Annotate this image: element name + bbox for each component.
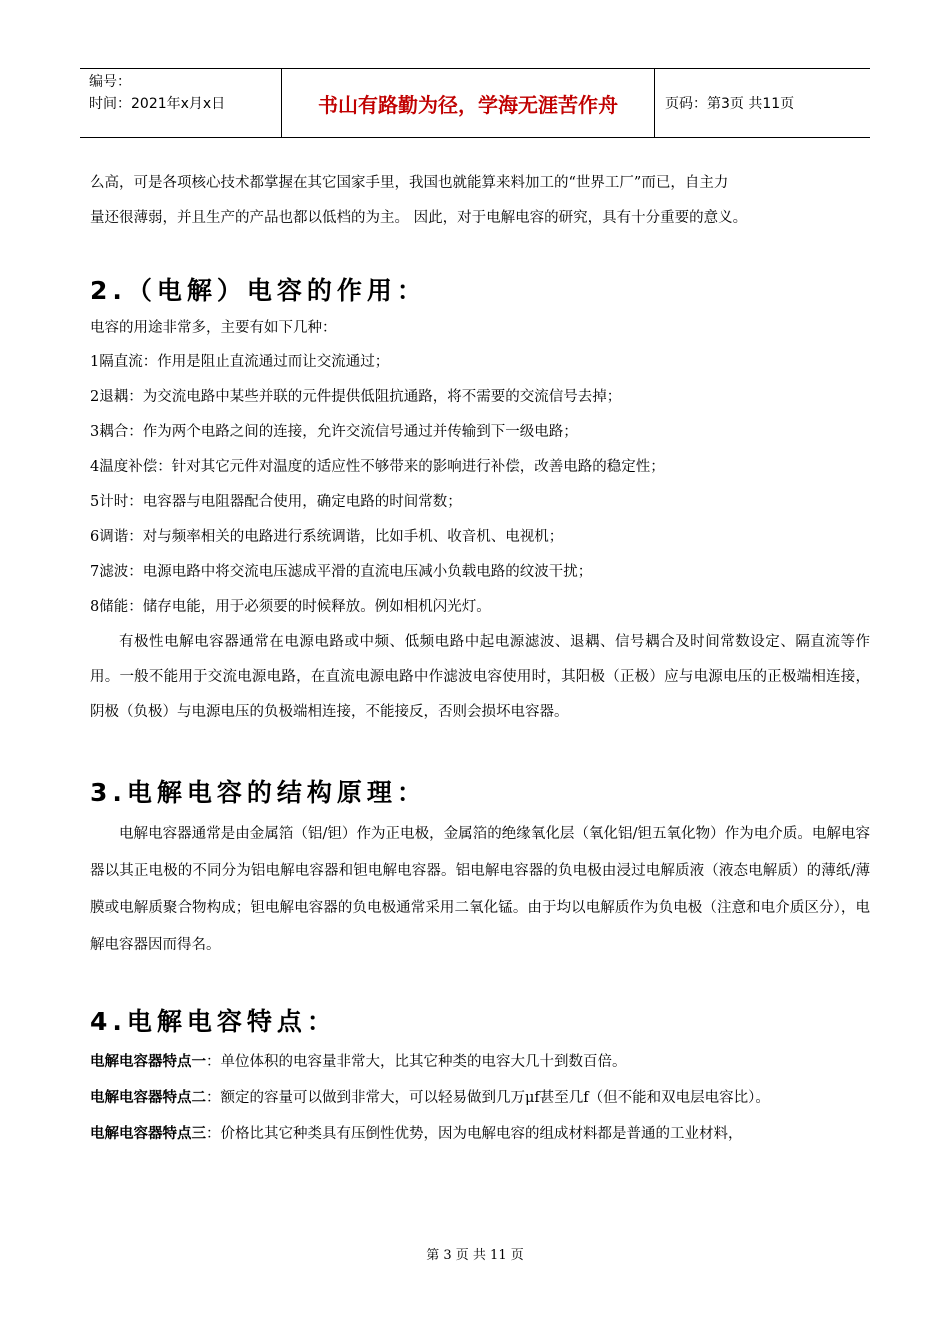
list-item: 2退耦：为交流电路中某些并联的元件提供低阻抗通路，将不需要的交流信号去掉；: [90, 389, 622, 405]
section-2-intro: 电容的用途非常多，主要有如下几种：: [90, 320, 337, 336]
section-2-heading: 2.（电解）电容的作用：: [90, 276, 427, 305]
list-item: 4温度补偿：针对其它元件对温度的适应性不够带来的影响进行补偿，改善电路的稳定性；: [90, 459, 665, 475]
intro-line: 量还很薄弱，并且生产的产品也都以低档的为主。 因此，对于电解电容的研究，具有十分重要的意义。: [90, 210, 748, 226]
document-date: 时间：2021年x月x日: [89, 96, 226, 112]
feature-lead: 电解电容器特点三: [90, 1125, 206, 1142]
list-item: 5计时：电容器与电阻器配合使用，确定电路的时间常数；: [90, 494, 462, 510]
section-4-heading: 4.电解电容特点：: [90, 1007, 337, 1036]
list-item: 8储能：储存电能，用于必须要的时候释放。例如相机闪光灯。: [90, 599, 491, 615]
list-item: 7滤波：电源电路中将交流电压滤成平滑的直流电压减小负载电路的纹波干扰；: [90, 564, 593, 580]
header-motto: 书山有路勤为径，学海无涯苦作舟: [282, 69, 655, 137]
feature-item: [90, 1080, 870, 1116]
intro-line: 么高，可是各项核心技术都掌握在其它国家手里，我国也就能算来料加工的“世界工厂”而已，自主力: [90, 175, 729, 191]
list-item: 3耦合：作为两个电路之间的连接，允许交流信号通过并传输到下一级电路；: [90, 424, 578, 440]
feature-text: ：额定的容量可以做到非常大，可以轻易做到几万μf甚至几f（但不能和双电层电容比）。: [206, 1090, 770, 1106]
list-item: 6调谐：对与频率相关的电路进行系统调谐，比如手机、收音机、电视机；: [90, 529, 564, 545]
document-body: [90, 166, 870, 1152]
feature-item: [90, 1044, 870, 1080]
document-number-label: 编号：: [89, 74, 131, 90]
header-page-info: 页码：第3页 共11页: [665, 96, 795, 112]
feature-lead: 电解电容器特点二: [90, 1089, 206, 1106]
section-3-heading: 3.电解电容的结构原理：: [90, 778, 427, 807]
feature-text: ：单位体积的电容量非常大，比其它种类的电容大几十到数百倍。: [206, 1054, 627, 1070]
section-2-paragraph: 有极性电解电容器通常在电源电路或中频、低频电路中起电源滤波、退耦、信号耦合及时间常数设定、隔直流等作用。一般不能用于交流电源电路，在直流电源电路中作滤波电容使用时，其阳极（正极）应与电源电压的正极端相连接，阴极（负极）与电源电压的负极端相连接，不能接反，否则会损坏电容器。: [90, 634, 870, 720]
list-item: 1隔直流：作用是阻止直流通过而让交流通过；: [90, 354, 390, 370]
page-footer: 第 3 页 共 11 页: [426, 1248, 524, 1263]
section-3-paragraph: 电解电容器通常是由金属箔（铝/钽）作为正电极，金属箔的绝缘氧化层（氧化铝/钽五氧化物）作为电介质。电解电容器以其正电极的不同分为铝电解电容器和钽电解电容器。铝电解电容器的负电极由浸过电解质液（液态电解质）的薄纸/薄膜或电解质聚合物构成；钽电解电容器的负电极通常采用二氧化锰。由于均以电解质作为负电极（注意和电介质区分），电解电容器因而得名。: [90, 826, 870, 953]
feature-item: [90, 1116, 870, 1152]
document-header: [80, 68, 870, 138]
header-meta: [80, 69, 282, 137]
feature-lead: 电解电容器特点一: [90, 1053, 206, 1070]
feature-text: ：价格比其它种类具有压倒性优势，因为电解电容的组成材料都是普通的工业材料，: [206, 1126, 743, 1142]
